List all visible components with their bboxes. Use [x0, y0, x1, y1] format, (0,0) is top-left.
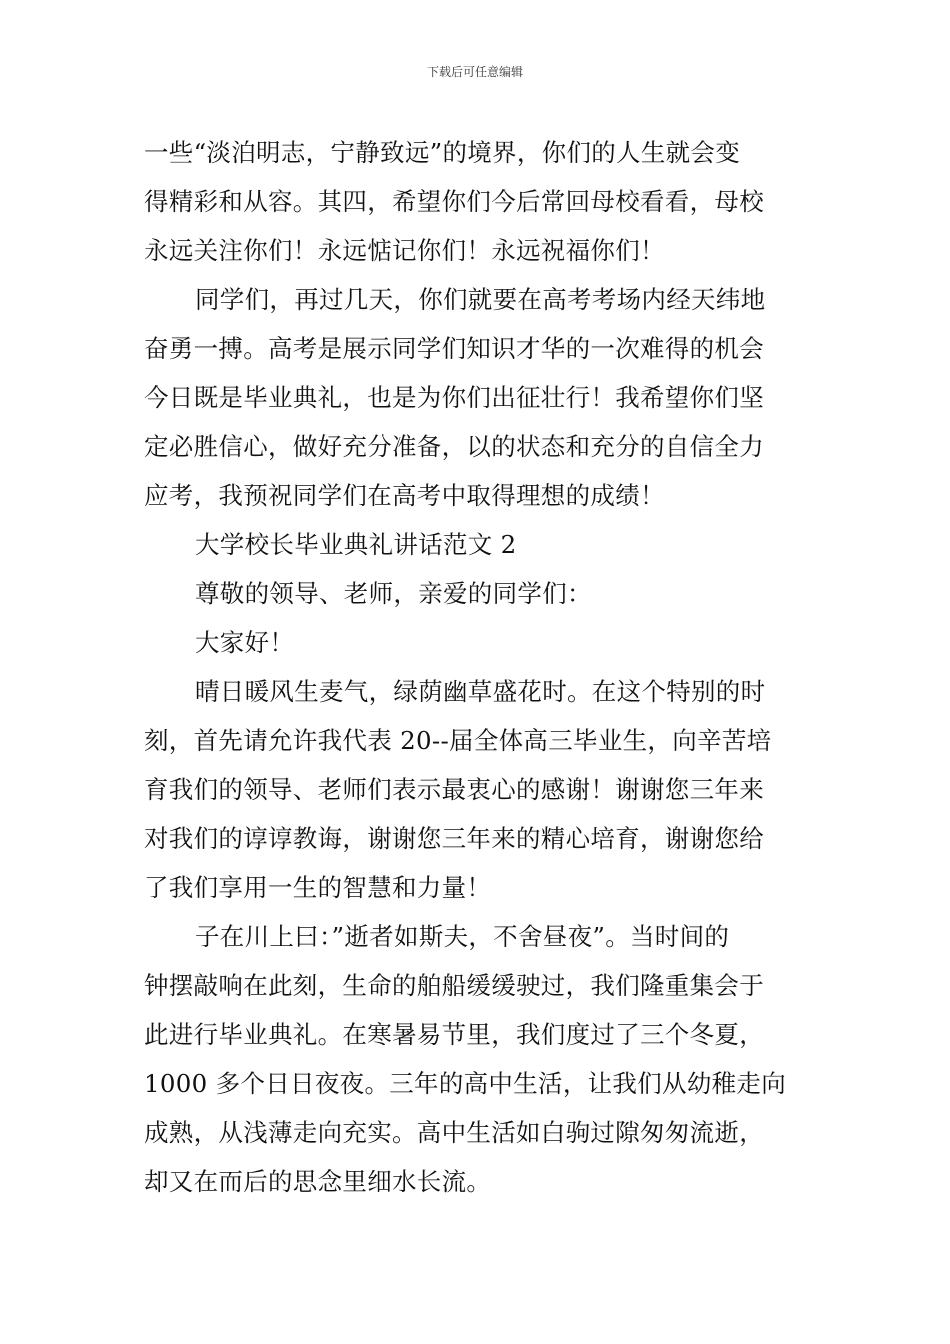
- text-line: 刻，首先请允许我代表 20--届全体高三毕业生，向辛苦培: [144, 726, 772, 755]
- paragraph-start-line: 同学们，再过几天，你们就要在高考考场内经天纬地: [195, 285, 766, 314]
- text-line: 1000 多个日日夜夜。三年的高中生活，让我们从幼稚走向: [144, 1069, 787, 1098]
- document-body: [144, 128, 814, 1206]
- text-line: 应考，我预祝同学们在高考中取得理想的成绩！: [144, 481, 665, 510]
- text-line: 钟摆敲响在此刻，生命的舶船缓缓驶过，我们隆重集会于: [144, 971, 764, 1000]
- text-line: 育我们的领导、老师们表示最衷心的感谢！谢谢您三年来: [144, 775, 764, 804]
- text-line: 此进行毕业典礼。在寒暑易节里，我们度过了三个冬夏，: [144, 1020, 764, 1049]
- text-line: 永远关注你们！永远惦记你们！永远祝福你们！: [144, 236, 665, 265]
- text-line: 今日既是毕业典礼，也是为你们出征壮行！我希望你们坚: [144, 383, 764, 412]
- text-line: 得精彩和从容。其四，希望你们今后常回母校看看，母校: [144, 187, 764, 216]
- text-line: 了我们享用一生的智慧和力量！: [144, 873, 492, 902]
- paragraph-start-line: 子在川上曰：”逝者如斯夫，不舍昼夜”。当时间的: [195, 922, 730, 951]
- paragraph-start-line: 晴日暖风生麦气，绿荫幽草盛花时。在这个特别的时: [195, 677, 766, 706]
- salutation: 尊敬的领导、老师，亲爱的同学们：: [195, 579, 592, 608]
- text-line: 奋勇一搏。高考是展示同学们知识才华的一次难得的机会: [144, 334, 764, 363]
- section-title: 大学校长毕业典礼讲话范文 2: [195, 530, 517, 559]
- text-line: 一些“淡泊明志，宁静致远”的境界，你们的人生就会变: [144, 138, 741, 167]
- text-line: 定必胜信心，做好充分准备，以的状态和充分的自信全力: [144, 432, 764, 461]
- text-line: 却又在而后的思念里细水长流。: [144, 1167, 492, 1196]
- text-line: 对我们的谆谆教诲，谢谢您三年来的精心培育，谢谢您给: [144, 824, 764, 853]
- text-line: 成熟，从浅薄走向充实。高中生活如白驹过隙匆匆流逝，: [144, 1118, 764, 1147]
- greeting: 大家好！: [195, 628, 295, 657]
- page-header-note: 下载后可任意编辑: [426, 65, 523, 79]
